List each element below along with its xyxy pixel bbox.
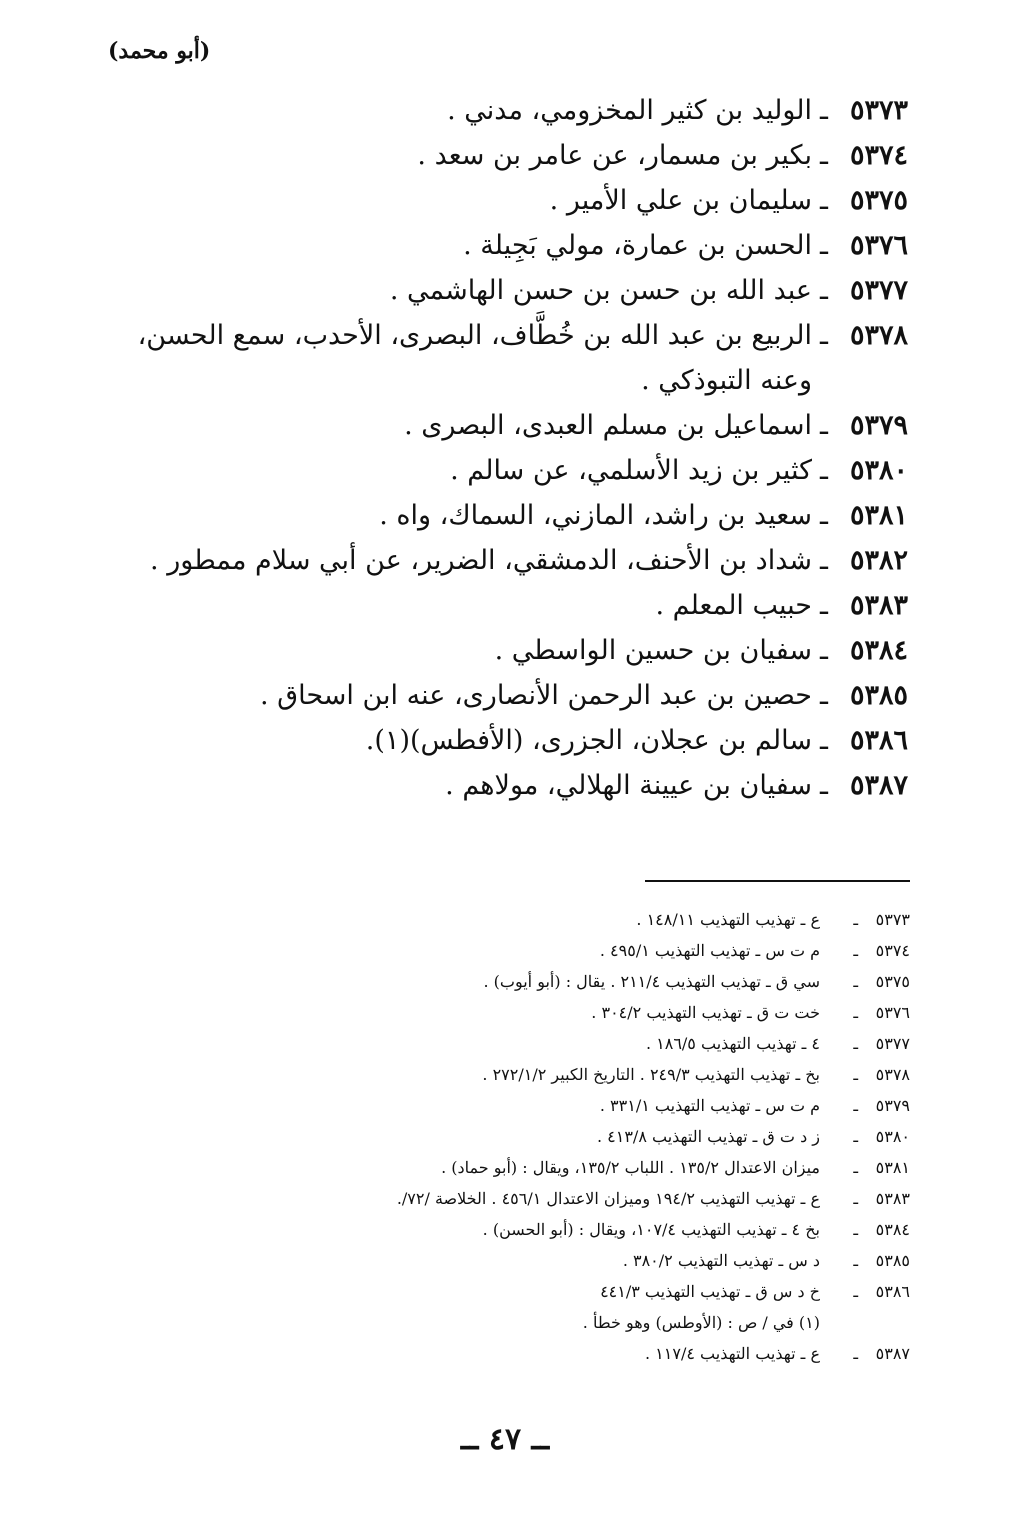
- entry-item: ٥٣٧٨ ـ الربيع بن عبد الله بن خُطَّاف، البصرى، الأحدب، سمع الحسن، وعنه التبوذكي .: [108, 313, 908, 403]
- footnote-number: ٥٣٨٠: [875, 1127, 910, 1146]
- entry-item: ٥٣٧٦ ـ الحسن بن عمارة، مولي بَجِيلة .: [108, 223, 908, 268]
- footnote-text: ٤ ـ تهذيب التهذيب ١٨٦/٥ .: [645, 1034, 820, 1053]
- footnote-number: ٥٣٧٥: [875, 972, 910, 991]
- footnote-item: ٥٣٨٤ ـ بخ ٤ ـ تهذيب التهذيب ١٠٧/٤، ويقال : (أبو الحسن) .: [150, 1214, 910, 1245]
- entry-text: حصين بن عبد الرحمن الأنصارى، عنه ابن اسحاق .: [260, 680, 812, 711]
- footnote-text: م ت س ـ تهذيب التهذيب ٣٣١/١ .: [599, 1096, 820, 1115]
- entry-item: ٥٣٨٦ ـ سالم بن عجلان، الجزرى، (الأفطس)(١).: [108, 718, 908, 763]
- entry-item: ٥٣٨٠ ـ كثير بن زيد الأسلمي، عن سالم .: [108, 448, 908, 493]
- footnote-text: د س ـ تهذيب التهذيب ٣٨٠/٢ .: [622, 1251, 820, 1270]
- footnote-number: ٥٣٧٩: [875, 1096, 910, 1115]
- footnote-number: ٥٣٧٤: [875, 941, 910, 960]
- entry-number: ٥٣٧٤: [849, 140, 908, 171]
- footnote-text: ع ـ تهذيب التهذيب ١٤٨/١١ .: [636, 910, 820, 929]
- entries-list: [108, 88, 908, 808]
- entry-number: ٥٣٨٠: [849, 455, 908, 486]
- running-header: (أبو محمد): [108, 38, 211, 64]
- entry-text: اسماعيل بن مسلم العبدى، البصرى .: [404, 410, 812, 441]
- entry-item: ٥٣٨٢ ـ شداد بن الأحنف، الدمشقي، الضرير، عن أبي سلام ممطور .: [108, 538, 908, 583]
- footnote-number: ٥٣٨٥: [875, 1251, 910, 1270]
- entry-item: ٥٣٨٣ ـ حبيب المعلم .: [108, 583, 908, 628]
- footnote-text: خت ت ق ـ تهذيب التهذيب ٣٠٤/٢ .: [591, 1003, 820, 1022]
- footnote-item: ٥٣٨٥ ـ د س ـ تهذيب التهذيب ٣٨٠/٢ .: [150, 1245, 910, 1276]
- page-number: ــ ٤٧ ــ: [460, 1422, 550, 1457]
- footnote-item: ٥٣٧٧ ـ ٤ ـ تهذيب التهذيب ١٨٦/٥ .: [150, 1028, 910, 1059]
- footnote-item: ٥٣٧٤ ـ م ت س ـ تهذيب التهذيب ٤٩٥/١ .: [150, 935, 910, 966]
- entry-number: ٥٣٧٣: [849, 95, 908, 126]
- footnote-item: ٥٣٨٧ ـ ع ـ تهذيب التهذيب ١١٧/٤ .: [150, 1338, 910, 1369]
- entry-number: ٥٣٨٢: [849, 545, 908, 576]
- entry-text: سفيان بن حسين الواسطي .: [494, 635, 812, 666]
- entry-text: سفيان بن عيينة الهلالي، مولاهم .: [445, 770, 812, 801]
- entry-text: عبد الله بن حسن بن حسن الهاشمي .: [389, 275, 812, 306]
- footnote-number: ٥٣٨٣: [875, 1189, 910, 1208]
- footnote-item: ٥٣٧٣ ـ ع ـ تهذيب التهذيب ١٤٨/١١ .: [150, 904, 910, 935]
- footnote-separator: [645, 880, 910, 882]
- footnote-text: بخ ـ تهذيب التهذيب ٢٤٩/٣ . التاريخ الكبير ٢٧٢/١/٢ .: [482, 1065, 820, 1084]
- footnote-number: ٥٣٧٧: [875, 1034, 910, 1053]
- entry-number: ٥٣٧٩: [849, 410, 908, 441]
- footnote-number: ٥٣٧٣: [875, 910, 910, 929]
- entry-number: ٥٣٧٥: [849, 185, 908, 216]
- footnote-number: ٥٣٨١: [875, 1158, 910, 1177]
- footnote-item: ٥٣٧٩ ـ م ت س ـ تهذيب التهذيب ٣٣١/١ .: [150, 1090, 910, 1121]
- entry-number: ٥٣٧٨: [849, 320, 908, 351]
- entry-item: ٥٣٨١ ـ سعيد بن راشد، المازني، السماك، واه .: [108, 493, 908, 538]
- entry-number: ٥٣٨٧: [849, 770, 908, 801]
- footnote-text: خ د س ق ـ تهذيب التهذيب ٤٤١/٣: [600, 1282, 820, 1301]
- entry-text: شداد بن الأحنف، الدمشقي، الضرير، عن أبي سلام ممطور .: [150, 545, 812, 576]
- entry-text: سالم بن عجلان، الجزرى، (الأفطس)(١).: [365, 725, 812, 756]
- entry-item: ٥٣٧٤ ـ بكير بن مسمار، عن عامر بن سعد .: [108, 133, 908, 178]
- footnote-item: ٥٣٨٦ ـ خ د س ق ـ تهذيب التهذيب ٤٤١/٣: [150, 1276, 910, 1307]
- entry-item: ٥٣٨٤ ـ سفيان بن حسين الواسطي .: [108, 628, 908, 673]
- entry-text: الوليد بن كثير المخزومي، مدني .: [447, 95, 812, 126]
- entry-text: بكير بن مسمار، عن عامر بن سعد .: [417, 140, 812, 171]
- entry-text: سليمان بن علي الأمير .: [549, 185, 812, 216]
- footnote-number: ٥٣٧٨: [875, 1065, 910, 1084]
- entry-number: ٥٣٨٤: [849, 635, 908, 666]
- entry-number: ٥٣٧٧: [849, 275, 908, 306]
- footnote-text: ز د ت ق ـ تهذيب التهذيب ٤١٣/٨ .: [596, 1127, 820, 1146]
- entry-text: حبيب المعلم .: [655, 590, 812, 621]
- footnote-text: ميزان الاعتدال ١٣٥/٢ . اللباب ١٣٥/٢، ويقال : (أبو حماد) .: [441, 1158, 820, 1177]
- entry-item: ٥٣٧٧ ـ عبد الله بن حسن بن حسن الهاشمي .: [108, 268, 908, 313]
- footnote-text: ع ـ تهذيب التهذيب ١١٧/٤ .: [645, 1344, 820, 1363]
- footnote-item: ٥٣٨٠ ـ ز د ت ق ـ تهذيب التهذيب ٤١٣/٨ .: [150, 1121, 910, 1152]
- entry-item: ٥٣٧٩ ـ اسماعيل بن مسلم العبدى، البصرى .: [108, 403, 908, 448]
- footnote-item: ٥٣٧٥ ـ سي ق ـ تهذيب التهذيب ٢١١/٤ . يقال : (أبو أيوب) .: [150, 966, 910, 997]
- entry-number: ٥٣٨١: [849, 500, 908, 531]
- entry-text: كثير بن زيد الأسلمي، عن سالم .: [450, 455, 812, 486]
- entry-number: ٥٣٧٦: [849, 230, 908, 261]
- footnote-text: م ت س ـ تهذيب التهذيب ٤٩٥/١ .: [599, 941, 820, 960]
- entry-item: ٥٣٨٥ ـ حصين بن عبد الرحمن الأنصارى، عنه ابن اسحاق .: [108, 673, 908, 718]
- footnote-text: ع ـ تهذيب التهذيب ١٩٤/٢ وميزان الاعتدال ٤٥٦/١ . الخلاصة /٧٢/.: [396, 1189, 820, 1208]
- entry-number: ٥٣٨٥: [849, 680, 908, 711]
- footnote-item: ٥٣٧٦ ـ خت ت ق ـ تهذيب التهذيب ٣٠٤/٢ .: [150, 997, 910, 1028]
- footnote-number: ٥٣٨٤: [875, 1220, 910, 1239]
- footnote-number: ٥٣٨٧: [875, 1344, 910, 1363]
- entry-item: ٥٣٨٧ ـ سفيان بن عيينة الهلالي، مولاهم .: [108, 763, 908, 808]
- footnote-number: ٥٣٨٦: [875, 1282, 910, 1301]
- entry-number: ٥٣٨٣: [849, 590, 908, 621]
- footnote-item: ٥٣٧٨ ـ بخ ـ تهذيب التهذيب ٢٤٩/٣ . التاريخ الكبير ٢٧٢/١/٢ .: [150, 1059, 910, 1090]
- entry-text: سعيد بن راشد، المازني، السماك، واه .: [379, 500, 812, 531]
- footnote-item: ٥٣٨٣ ـ ع ـ تهذيب التهذيب ١٩٤/٢ وميزان الاعتدال ٤٥٦/١ . الخلاصة /٧٢/.: [150, 1183, 910, 1214]
- footnote-text: سي ق ـ تهذيب التهذيب ٢١١/٤ . يقال : (أبو أيوب) .: [483, 972, 820, 991]
- footnote-subnote: [150, 1307, 910, 1338]
- footnote-number: ٥٣٧٦: [875, 1003, 910, 1022]
- footnotes-list: [150, 904, 910, 1369]
- footnote-text: بخ ٤ ـ تهذيب التهذيب ١٠٧/٤، ويقال : (أبو الحسن) .: [482, 1220, 820, 1239]
- footnote-item: ٥٣٨١ ـ ميزان الاعتدال ١٣٥/٢ . اللباب ١٣٥/٢، ويقال : (أبو حماد) .: [150, 1152, 910, 1183]
- entry-number: ٥٣٨٦: [849, 725, 908, 756]
- footnote-text: (١) في / ص : (الأوطس) وهو خطأ .: [582, 1313, 820, 1332]
- entry-text: الحسن بن عمارة، مولي بَجِيلة .: [463, 230, 812, 261]
- entry-text: الربيع بن عبد الله بن خُطَّاف، البصرى، الأحدب، سمع الحسن، وعنه التبوذكي .: [137, 320, 812, 396]
- entry-item: ٥٣٧٥ ـ سليمان بن علي الأمير .: [108, 178, 908, 223]
- entry-item: ٥٣٧٣ ـ الوليد بن كثير المخزومي، مدني .: [108, 88, 908, 133]
